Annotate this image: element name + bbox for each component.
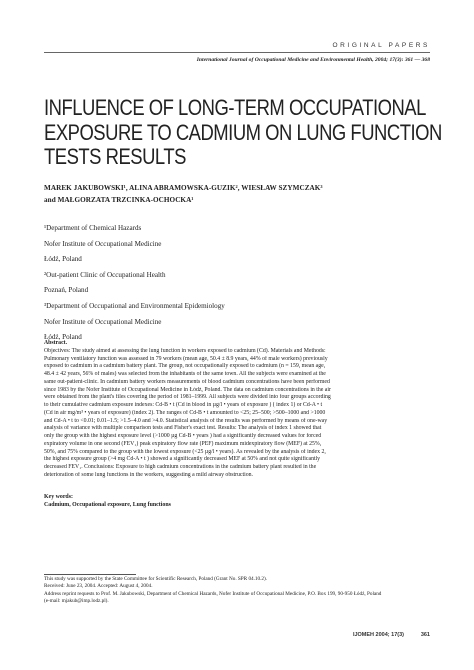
footer-journal: IJOMEH 2004; 17(3) (352, 632, 404, 638)
abstract-line: exposed to cadmium in a cadmium battery plant. The group, not occupationally exposed to cadmium (n = 159, mean age, (44, 363, 326, 370)
author-line: and MAŁGORZATA TRZCINKA-OCHOCKA¹ (44, 196, 194, 204)
page-number: 361 (420, 632, 430, 638)
footnote-rule (44, 574, 136, 575)
abstract-heading: Abstract. (44, 340, 68, 346)
affiliation-line: Poznań, Poland (44, 286, 89, 295)
footnote-line: This study was supported by the State Committee for Scientific Research, Poland (Grant No. SPR 04.10.2). (44, 576, 268, 582)
abstract-line: and Cd-A • t to <0.01; 0.01–1.5; >1.5–4.0 and >4.0. Statistical analysis of the results was performed by means of one-way (44, 417, 328, 424)
abstract-line: the highest exposure group (>4 mg Cd-A • t ) showed a significantly decreased MEF at 50% and not quite significantly (44, 456, 321, 463)
footnote-line: Received: June 23, 2004. Accepted: August 4, 2004. (44, 583, 153, 590)
title-line: EXPOSURE TO CADMIUM ON LUNG FUNCTION (44, 119, 442, 145)
abstract-line: 50%, and 75% compared to the group with the lowest exposure (<25 µg/l • years). As revealed by the analysis of index 2, (44, 448, 326, 455)
abstract (44, 340, 430, 480)
abstract-line: analysis of variance with multiple comparison tests and Fisher's exact test. Results: The analysis of index 1 showed that (44, 425, 322, 432)
abstract-line: to their cumulative cadmium exposure indexes: Cd-B • t (Cd in blood in µg/l • years of exposure ) ( index 1) or Cd-A • t (44, 402, 323, 408)
abstract-line: decreased FEV₁. Conclusions: Exposure to high cadmium concentrations in the cadmium battery plant resulted in the (44, 464, 317, 470)
section-label: ORIGINAL PAPERS (332, 42, 430, 49)
affiliation-line: ²Out-patient Clinic of Occupational Health (44, 270, 166, 279)
abstract-line: Pulmonary ventilatory function was assessed in 79 workers (mean age, 50.4 ± 8.9 years, 44% of male workers) previously (44, 355, 328, 362)
footnote-line: (e-mail: mjakub@imp.lodz.pl). (44, 597, 109, 604)
journal-citation: International Journal of Occupational Medicine and Environmental Health, 2004; 17(3): 361 — 368 (196, 57, 430, 63)
title-line: TESTS RESULTS (44, 144, 186, 169)
title-line: INFLUENCE OF LONG-TERM OCCUPATIONAL (44, 95, 426, 120)
abstract-line: same out-patient-clinic. In cadmium battery workers measurements of blood cadmium concentrations have been performed (44, 378, 330, 385)
abstract-line: since 1983 by the Nofer Institute of Occupational Medicine in Łódź, Poland. The data on cadmium concentrations in the air (44, 386, 331, 393)
author-list (44, 182, 434, 206)
footnote-line: Address reprint requests to Prof. M. Jakubowski, Department of Chemical Hazards, Nofer Institute of Occupational Medicine, P.O. Box 199, 90-950 Łódź, Poland (44, 590, 382, 597)
abstract-line: (Cd in air mg/m³ • years of exposure) (index 2). The ranges of Cd-B • t amounted to <25; 25–500; >500–1000 and >1000 (44, 409, 326, 416)
affiliation-line: ³Department of Occupational and Environmental Epidemiology (44, 301, 225, 310)
author-line: MAREK JAKUBOWSKI¹, ALINA ABRAMOWSKA-GUZIK², WIESŁAW SZYMCZAK³ (44, 184, 323, 192)
abstract-line: deterioration of some lung functions in the workers, suggesting a mild airway obstruction. (44, 471, 253, 478)
affiliation-line: Łódź, Poland (44, 333, 82, 342)
abstract-line: Objectives: The study aimed at assessing the lung function in workers exposed to cadmium (Cd). Materials and Methods: (44, 347, 326, 354)
paper-title (44, 95, 442, 170)
keywords-heading: Key words: (44, 494, 73, 500)
abstract-line: expiratory volume in one second (FEV₁) peak expiratory flow rate (PEF) maximum midexpiratory flow (MEF) at 25%, (44, 440, 322, 447)
affiliation-line: Nofer Institute of Occupational Medicine (44, 317, 162, 326)
abstract-line: 48.4 ± 42 years, 56% of males) was selected from the inhabitants of the same town. All the subjects were examined at the (44, 371, 326, 377)
footnotes (44, 576, 430, 605)
keywords (44, 493, 430, 509)
affiliation-line: Nofer Institute of Occupational Medicine (44, 239, 162, 248)
header-rule (44, 52, 430, 53)
keywords-text: Cadmium, Occupational exposure, Lung functions (44, 502, 171, 508)
abstract-line: were obtained from the plant's files covering the period of 1981–1999. All subjects were divided into four groups according (44, 394, 331, 401)
abstract-line: only the group with the highest exposure level (>1000 µg Cd-B • years ) had a significantly decreased values for forced (44, 433, 322, 439)
affiliation-line: Łódź, Poland (44, 255, 82, 264)
affiliation-line: ¹Department of Chemical Hazards (44, 224, 142, 232)
affiliations (44, 221, 434, 346)
